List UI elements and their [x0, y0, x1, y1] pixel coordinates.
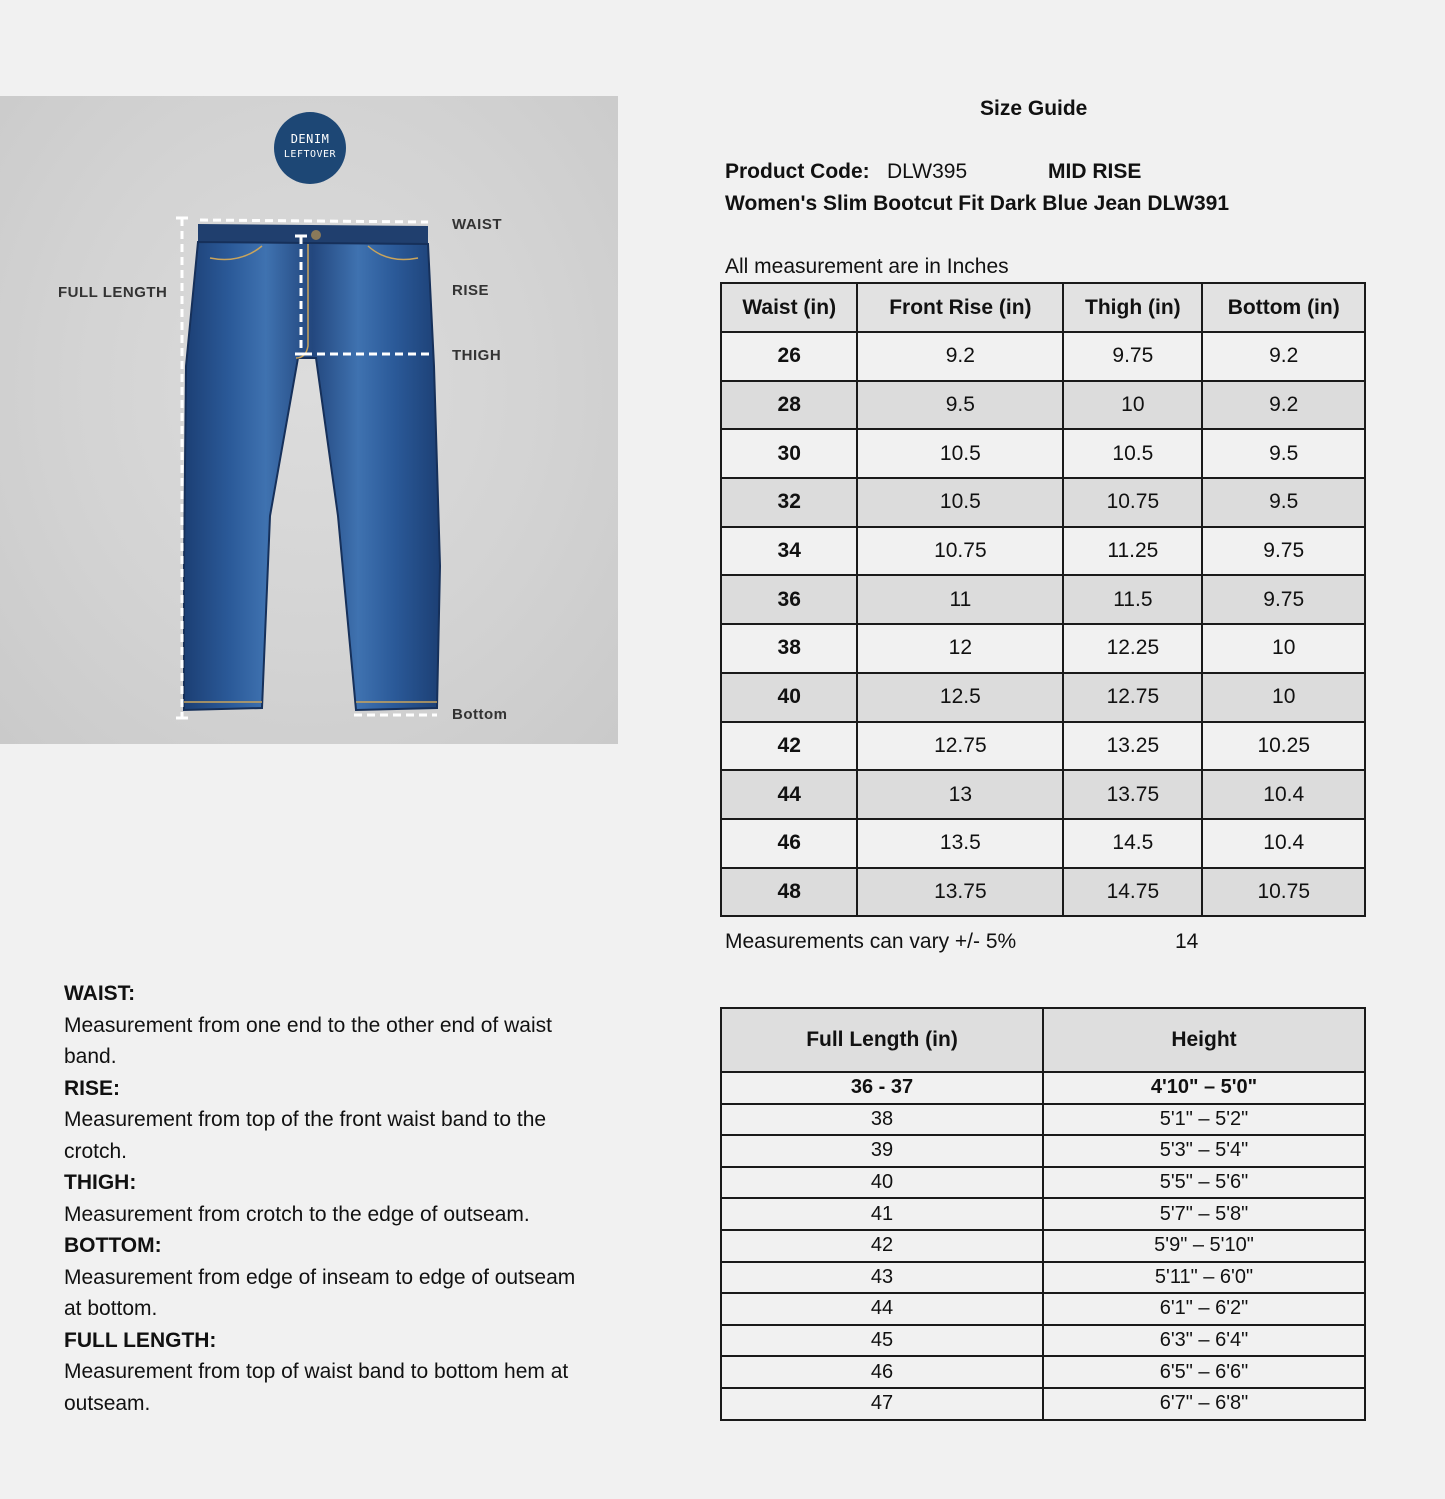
table-row	[721, 1198, 1365, 1230]
table-cell: 36	[721, 575, 857, 624]
units-note: All measurement are in Inches	[725, 255, 1009, 278]
table-cell: 9.2	[1202, 332, 1365, 381]
table-cell: 5'9" – 5'10"	[1043, 1230, 1365, 1262]
table-cell: 11.5	[1063, 575, 1202, 624]
table-cell: 13.75	[1063, 770, 1202, 819]
definition-term-thigh: THIGH:	[64, 1171, 137, 1194]
length-table-header	[721, 1008, 1365, 1072]
table-cell: 42	[721, 1230, 1043, 1262]
table-row	[721, 673, 1365, 722]
table-row	[721, 527, 1365, 576]
table-cell: 34	[721, 527, 857, 576]
table-cell: 13	[857, 770, 1063, 819]
table-cell: 6'7" – 6'8"	[1043, 1388, 1365, 1420]
table-cell: 10.5	[857, 478, 1063, 527]
table-row	[721, 1135, 1365, 1167]
definition-desc-waist: Measurement from one end to the other end of waist band.	[64, 1013, 552, 1068]
definition-desc-rise: Measurement from top of the front waist band to the crotch.	[64, 1108, 547, 1163]
table-cell: 28	[721, 381, 857, 430]
table-cell: 14.5	[1063, 819, 1202, 868]
definition-desc-thigh: Measurement from crotch to the edge of outseam.	[64, 1202, 530, 1226]
table-cell: 38	[721, 624, 857, 673]
definition-term-bottom: BOTTOM:	[64, 1234, 162, 1257]
table-cell: 10.75	[857, 527, 1063, 576]
measurement-definitions	[64, 978, 584, 1419]
table-cell: 10.4	[1202, 819, 1365, 868]
measurement-table-header	[721, 283, 1365, 332]
table-row	[721, 722, 1365, 771]
product-photo	[0, 96, 618, 744]
table-cell: 48	[721, 868, 857, 917]
product-code-label: Product Code:	[725, 160, 870, 183]
page-title: Size Guide	[980, 97, 1088, 120]
brand-logo-line2: LEFTOVER	[283, 149, 337, 160]
table-cell: 44	[721, 770, 857, 819]
table-row	[721, 624, 1365, 673]
table-cell: 10.25	[1202, 722, 1365, 771]
col-header-full-length: Full Length (in)	[721, 1008, 1043, 1072]
table-cell: 10	[1202, 673, 1365, 722]
table-row	[721, 868, 1365, 917]
table-cell: 30	[721, 429, 857, 478]
col-header-bottom: Bottom (in)	[1202, 283, 1365, 332]
table-row	[721, 1325, 1365, 1357]
table-cell: 9.75	[1063, 332, 1202, 381]
table-cell: 41	[721, 1198, 1043, 1230]
table-row	[721, 1230, 1365, 1262]
length-height-table	[720, 1007, 1366, 1421]
definition-term-waist: WAIST:	[64, 982, 136, 1005]
table-cell: 13.25	[1063, 722, 1202, 771]
table-cell: 9.5	[1202, 478, 1365, 527]
table-row	[721, 1104, 1365, 1136]
col-header-height: Height	[1043, 1008, 1365, 1072]
table-cell: 42	[721, 722, 857, 771]
table-row	[721, 1072, 1365, 1104]
table-cell: 5'5" – 5'6"	[1043, 1167, 1365, 1199]
table-row	[721, 575, 1365, 624]
table-cell: 5'3" – 5'4"	[1043, 1135, 1365, 1167]
table-cell: 10.75	[1063, 478, 1202, 527]
definition-term-full-length: FULL LENGTH:	[64, 1328, 217, 1352]
col-header-thigh: Thigh (in)	[1063, 283, 1202, 332]
variance-extra: 14	[1175, 930, 1199, 953]
table-cell: 14.75	[1063, 868, 1202, 917]
table-cell: 9.2	[857, 332, 1063, 381]
table-cell: 38	[721, 1104, 1043, 1136]
table-row	[721, 332, 1365, 381]
definition-term-rise: RISE:	[64, 1076, 121, 1100]
col-header-front-rise: Front Rise (in)	[857, 283, 1063, 332]
table-row	[721, 1356, 1365, 1388]
table-cell: 5'7" – 5'8"	[1043, 1198, 1365, 1230]
table-cell: 40	[721, 1167, 1043, 1199]
table-row	[721, 381, 1365, 430]
table-row	[721, 429, 1365, 478]
label-thigh: THIGH	[452, 347, 502, 364]
label-bottom: Bottom	[452, 706, 508, 723]
brand-logo-line1: DENIM	[290, 132, 330, 146]
table-cell: 45	[721, 1325, 1043, 1357]
product-code-value: DLW395	[887, 160, 968, 183]
table-row	[721, 1262, 1365, 1294]
table-cell: 5'1" – 5'2"	[1043, 1104, 1365, 1136]
table-cell: 9.5	[1202, 429, 1365, 478]
table-row	[721, 1388, 1365, 1420]
table-cell: 10.5	[857, 429, 1063, 478]
table-row	[721, 819, 1365, 868]
rise-type: MID RISE	[1048, 160, 1142, 183]
definition-desc-bottom: Measurement from edge of inseam to edge of outseam at bottom.	[64, 1265, 576, 1320]
table-cell: 26	[721, 332, 857, 381]
table-cell: 12.5	[857, 673, 1063, 722]
table-cell: 9.5	[857, 381, 1063, 430]
label-full-length: FULL LENGTH	[58, 284, 168, 301]
table-cell: 10.4	[1202, 770, 1365, 819]
table-cell: 9.2	[1202, 381, 1365, 430]
table-cell: 4'10" – 5'0"	[1043, 1072, 1365, 1104]
product-name: Women's Slim Bootcut Fit Dark Blue Jean DLW391	[725, 192, 1230, 215]
table-cell: 9.75	[1202, 527, 1365, 576]
table-cell: 12.75	[1063, 673, 1202, 722]
table-cell: 46	[721, 1356, 1043, 1388]
table-cell: 44	[721, 1293, 1043, 1325]
table-cell: 40	[721, 673, 857, 722]
col-header-waist: Waist (in)	[721, 283, 857, 332]
table-cell: 13.75	[857, 868, 1063, 917]
label-rise: RISE	[452, 282, 490, 299]
table-row	[721, 1167, 1365, 1199]
label-waist: WAIST	[452, 216, 502, 233]
variance-note: Measurements can vary +/- 5%	[725, 930, 1017, 953]
table-cell: 12	[857, 624, 1063, 673]
table-cell: 12.75	[857, 722, 1063, 771]
table-cell: 9.75	[1202, 575, 1365, 624]
table-cell: 39	[721, 1135, 1043, 1167]
table-cell: 11	[857, 575, 1063, 624]
table-cell: 43	[721, 1262, 1043, 1294]
table-cell: 5'11" – 6'0"	[1043, 1262, 1365, 1294]
table-cell: 6'5" – 6'6"	[1043, 1356, 1365, 1388]
table-cell: 47	[721, 1388, 1043, 1420]
table-cell: 13.5	[857, 819, 1063, 868]
measurement-table	[720, 282, 1366, 917]
table-cell: 11.25	[1063, 527, 1202, 576]
table-cell: 36 - 37	[721, 1072, 1043, 1104]
table-cell: 32	[721, 478, 857, 527]
brand-logo	[274, 112, 346, 184]
table-row	[721, 1293, 1365, 1325]
table-row	[721, 478, 1365, 527]
table-cell: 10.5	[1063, 429, 1202, 478]
table-cell: 10.75	[1202, 868, 1365, 917]
table-cell: 10	[1202, 624, 1365, 673]
jeans-illustration	[0, 96, 618, 744]
table-cell: 10	[1063, 381, 1202, 430]
table-cell: 6'1" – 6'2"	[1043, 1293, 1365, 1325]
table-row	[721, 770, 1365, 819]
table-cell: 12.25	[1063, 624, 1202, 673]
table-cell: 6'3" – 6'4"	[1043, 1325, 1365, 1357]
table-cell: 46	[721, 819, 857, 868]
definition-desc-full-length: Measurement from top of waist band to bottom hem at outseam.	[64, 1360, 569, 1415]
